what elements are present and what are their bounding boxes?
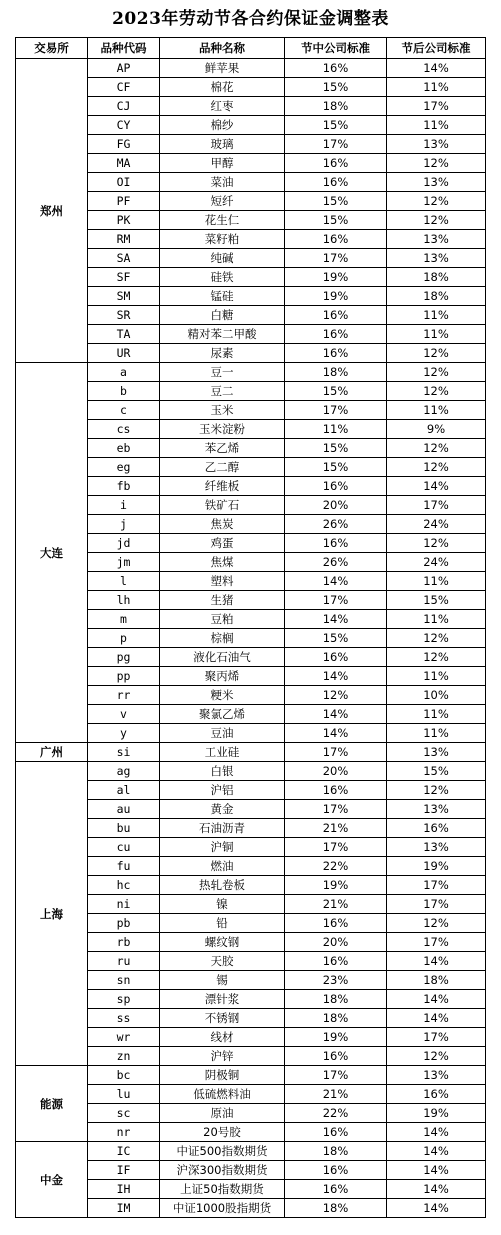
holiday-rate-cell: 14% [285,667,387,686]
table-row [16,743,486,762]
post-holiday-rate-cell: 11% [387,667,486,686]
post-holiday-rate-cell: 14% [387,952,486,971]
holiday-rate-cell: 15% [285,458,387,477]
holiday-rate-cell: 16% [285,325,387,344]
post-holiday-rate-cell: 17% [387,895,486,914]
post-holiday-rate-cell: 12% [387,154,486,173]
code-cell: zn [88,1047,160,1066]
code-cell: b [88,382,160,401]
post-holiday-rate-cell: 15% [387,762,486,781]
holiday-rate-cell: 22% [285,1104,387,1123]
post-holiday-rate-cell: 12% [387,458,486,477]
name-cell: 甲醇 [160,154,285,173]
holiday-rate-cell: 16% [285,781,387,800]
name-cell: 鲜苹果 [160,59,285,78]
holiday-rate-cell: 15% [285,116,387,135]
post-holiday-rate-cell: 14% [387,1199,486,1218]
code-cell: lu [88,1085,160,1104]
post-holiday-rate-cell: 12% [387,629,486,648]
name-cell: 沪铜 [160,838,285,857]
name-cell: 焦煤 [160,553,285,572]
holiday-rate-cell: 22% [285,857,387,876]
name-cell: 线材 [160,1028,285,1047]
post-holiday-rate-cell: 19% [387,1104,486,1123]
name-cell: 铁矿石 [160,496,285,515]
post-holiday-rate-cell: 14% [387,477,486,496]
holiday-rate-cell: 16% [285,1161,387,1180]
code-cell: eb [88,439,160,458]
code-cell: rr [88,686,160,705]
holiday-rate-cell: 16% [285,534,387,553]
post-holiday-rate-cell: 13% [387,249,486,268]
holiday-rate-cell: 15% [285,192,387,211]
post-holiday-rate-cell: 12% [387,781,486,800]
holiday-rate-cell: 14% [285,705,387,724]
holiday-rate-cell: 17% [285,1066,387,1085]
exchange-cell: 大连 [16,363,88,743]
post-holiday-rate-cell: 19% [387,857,486,876]
post-holiday-rate-cell: 11% [387,401,486,420]
post-holiday-rate-cell: 16% [387,1085,486,1104]
header-name: 品种名称 [160,38,285,59]
post-holiday-rate-cell: 13% [387,173,486,192]
table-row [16,1066,486,1085]
code-cell: TA [88,325,160,344]
post-holiday-rate-cell: 12% [387,363,486,382]
name-cell: 硅铁 [160,268,285,287]
post-holiday-rate-cell: 14% [387,1009,486,1028]
code-cell: eg [88,458,160,477]
code-cell: v [88,705,160,724]
holiday-rate-cell: 16% [285,648,387,667]
holiday-rate-cell: 21% [285,819,387,838]
post-holiday-rate-cell: 18% [387,287,486,306]
name-cell: 螺纹钢 [160,933,285,952]
post-holiday-rate-cell: 14% [387,1123,486,1142]
code-cell: i [88,496,160,515]
code-cell: pp [88,667,160,686]
code-cell: fu [88,857,160,876]
holiday-rate-cell: 21% [285,895,387,914]
name-cell: 豆油 [160,724,285,743]
code-cell: SR [88,306,160,325]
name-cell: 中证1000股指期货 [160,1199,285,1218]
post-holiday-rate-cell: 11% [387,325,486,344]
holiday-rate-cell: 15% [285,629,387,648]
name-cell: 豆粕 [160,610,285,629]
name-cell: 漂针浆 [160,990,285,1009]
code-cell: ni [88,895,160,914]
name-cell: 沪深300指数期货 [160,1161,285,1180]
name-cell: 玉米 [160,401,285,420]
name-cell: 锡 [160,971,285,990]
post-holiday-rate-cell: 9% [387,420,486,439]
holiday-rate-cell: 15% [285,211,387,230]
name-cell: 天胶 [160,952,285,971]
holiday-rate-cell: 11% [285,420,387,439]
holiday-rate-cell: 21% [285,1085,387,1104]
holiday-rate-cell: 17% [285,743,387,762]
code-cell: bu [88,819,160,838]
holiday-rate-cell: 18% [285,1142,387,1161]
name-cell: 短纤 [160,192,285,211]
name-cell: 棕榈 [160,629,285,648]
code-cell: jd [88,534,160,553]
name-cell: 白银 [160,762,285,781]
margin-table [15,37,486,1218]
code-cell: cu [88,838,160,857]
code-cell: ag [88,762,160,781]
code-cell: IC [88,1142,160,1161]
code-cell: sn [88,971,160,990]
exchange-cell: 郑州 [16,59,88,363]
holiday-rate-cell: 26% [285,515,387,534]
name-cell: 花生仁 [160,211,285,230]
post-holiday-rate-cell: 13% [387,135,486,154]
holiday-rate-cell: 15% [285,382,387,401]
header-post-holiday-standard: 节后公司标准 [387,38,486,59]
post-holiday-rate-cell: 11% [387,705,486,724]
code-cell: pb [88,914,160,933]
post-holiday-rate-cell: 12% [387,344,486,363]
holiday-rate-cell: 15% [285,439,387,458]
code-cell: al [88,781,160,800]
header-row [16,38,486,59]
post-holiday-rate-cell: 18% [387,971,486,990]
code-cell: FG [88,135,160,154]
code-cell: PK [88,211,160,230]
holiday-rate-cell: 18% [285,363,387,382]
name-cell: 豆二 [160,382,285,401]
name-cell: 菜油 [160,173,285,192]
post-holiday-rate-cell: 14% [387,1161,486,1180]
holiday-rate-cell: 15% [285,78,387,97]
post-holiday-rate-cell: 14% [387,1142,486,1161]
name-cell: 乙二醇 [160,458,285,477]
holiday-rate-cell: 16% [285,952,387,971]
name-cell: 白糖 [160,306,285,325]
post-holiday-rate-cell: 11% [387,572,486,591]
table-row [16,363,486,382]
post-holiday-rate-cell: 11% [387,610,486,629]
holiday-rate-cell: 19% [285,876,387,895]
name-cell: 红枣 [160,97,285,116]
name-cell: 沪锌 [160,1047,285,1066]
name-cell: 沪铝 [160,781,285,800]
name-cell: 菜籽粕 [160,230,285,249]
name-cell: 玻璃 [160,135,285,154]
code-cell: fb [88,477,160,496]
holiday-rate-cell: 20% [285,496,387,515]
holiday-rate-cell: 26% [285,553,387,572]
holiday-rate-cell: 19% [285,268,387,287]
code-cell: OI [88,173,160,192]
post-holiday-rate-cell: 11% [387,78,486,97]
holiday-rate-cell: 14% [285,610,387,629]
code-cell: sp [88,990,160,1009]
holiday-rate-cell: 16% [285,59,387,78]
code-cell: RM [88,230,160,249]
name-cell: 锰硅 [160,287,285,306]
code-cell: PF [88,192,160,211]
holiday-rate-cell: 16% [285,230,387,249]
code-cell: jm [88,553,160,572]
name-cell: 棉纱 [160,116,285,135]
post-holiday-rate-cell: 12% [387,534,486,553]
holiday-rate-cell: 17% [285,135,387,154]
code-cell: UR [88,344,160,363]
name-cell: 工业硅 [160,743,285,762]
name-cell: 不锈钢 [160,1009,285,1028]
post-holiday-rate-cell: 18% [387,268,486,287]
name-cell: 铅 [160,914,285,933]
name-cell: 塑料 [160,572,285,591]
holiday-rate-cell: 14% [285,572,387,591]
holiday-rate-cell: 17% [285,249,387,268]
post-holiday-rate-cell: 12% [387,1047,486,1066]
holiday-rate-cell: 14% [285,724,387,743]
holiday-rate-cell: 23% [285,971,387,990]
post-holiday-rate-cell: 17% [387,1028,486,1047]
exchange-cell: 中金 [16,1142,88,1218]
post-holiday-rate-cell: 13% [387,800,486,819]
name-cell: 镍 [160,895,285,914]
code-cell: au [88,800,160,819]
holiday-rate-cell: 17% [285,591,387,610]
code-cell: IH [88,1180,160,1199]
holiday-rate-cell: 17% [285,800,387,819]
name-cell: 20号胶 [160,1123,285,1142]
holiday-rate-cell: 18% [285,990,387,1009]
holiday-rate-cell: 16% [285,914,387,933]
exchange-cell: 上海 [16,762,88,1066]
holiday-rate-cell: 17% [285,401,387,420]
name-cell: 聚丙烯 [160,667,285,686]
holiday-rate-cell: 18% [285,1199,387,1218]
holiday-rate-cell: 19% [285,1028,387,1047]
holiday-rate-cell: 16% [285,344,387,363]
code-cell: p [88,629,160,648]
name-cell: 尿素 [160,344,285,363]
header-code: 品种代码 [88,38,160,59]
code-cell: nr [88,1123,160,1142]
post-holiday-rate-cell: 11% [387,116,486,135]
name-cell: 鸡蛋 [160,534,285,553]
name-cell: 苯乙烯 [160,439,285,458]
code-cell: IM [88,1199,160,1218]
holiday-rate-cell: 19% [285,287,387,306]
holiday-rate-cell: 18% [285,1009,387,1028]
holiday-rate-cell: 20% [285,762,387,781]
post-holiday-rate-cell: 13% [387,230,486,249]
name-cell: 原油 [160,1104,285,1123]
post-holiday-rate-cell: 17% [387,496,486,515]
table-body [16,59,486,1218]
post-holiday-rate-cell: 13% [387,838,486,857]
code-cell: hc [88,876,160,895]
name-cell: 低硫燃料油 [160,1085,285,1104]
code-cell: MA [88,154,160,173]
holiday-rate-cell: 17% [285,838,387,857]
holiday-rate-cell: 16% [285,477,387,496]
name-cell: 液化石油气 [160,648,285,667]
code-cell: j [88,515,160,534]
holiday-rate-cell: 20% [285,933,387,952]
code-cell: c [88,401,160,420]
post-holiday-rate-cell: 12% [387,648,486,667]
code-cell: pg [88,648,160,667]
table-row [16,762,486,781]
holiday-rate-cell: 18% [285,97,387,116]
name-cell: 热轧卷板 [160,876,285,895]
name-cell: 纤维板 [160,477,285,496]
post-holiday-rate-cell: 13% [387,1066,486,1085]
holiday-rate-cell: 12% [285,686,387,705]
post-holiday-rate-cell: 24% [387,515,486,534]
post-holiday-rate-cell: 12% [387,914,486,933]
post-holiday-rate-cell: 12% [387,382,486,401]
name-cell: 纯碱 [160,249,285,268]
code-cell: CJ [88,97,160,116]
code-cell: rb [88,933,160,952]
post-holiday-rate-cell: 13% [387,743,486,762]
page-title: 2023年劳动节各合约保证金调整表 [112,9,389,29]
post-holiday-rate-cell: 10% [387,686,486,705]
exchange-cell: 广州 [16,743,88,762]
post-holiday-rate-cell: 14% [387,990,486,1009]
code-cell: bc [88,1066,160,1085]
post-holiday-rate-cell: 11% [387,724,486,743]
post-holiday-rate-cell: 17% [387,97,486,116]
holiday-rate-cell: 16% [285,1047,387,1066]
name-cell: 黄金 [160,800,285,819]
post-holiday-rate-cell: 14% [387,1180,486,1199]
post-holiday-rate-cell: 17% [387,933,486,952]
holiday-rate-cell: 16% [285,1123,387,1142]
header-exchange: 交易所 [16,38,88,59]
code-cell: SA [88,249,160,268]
post-holiday-rate-cell: 14% [387,59,486,78]
holiday-rate-cell: 16% [285,154,387,173]
name-cell: 精对苯二甲酸 [160,325,285,344]
name-cell: 阴极铜 [160,1066,285,1085]
table-row [16,1142,486,1161]
code-cell: lh [88,591,160,610]
holiday-rate-cell: 16% [285,173,387,192]
table-row [16,59,486,78]
code-cell: wr [88,1028,160,1047]
name-cell: 生猪 [160,591,285,610]
code-cell: ss [88,1009,160,1028]
exchange-cell: 能源 [16,1066,88,1142]
code-cell: sc [88,1104,160,1123]
post-holiday-rate-cell: 12% [387,192,486,211]
post-holiday-rate-cell: 12% [387,211,486,230]
name-cell: 上证50指数期货 [160,1180,285,1199]
name-cell: 聚氯乙烯 [160,705,285,724]
name-cell: 中证500指数期货 [160,1142,285,1161]
holiday-rate-cell: 16% [285,306,387,325]
code-cell: y [88,724,160,743]
post-holiday-rate-cell: 24% [387,553,486,572]
code-cell: CY [88,116,160,135]
post-holiday-rate-cell: 17% [387,876,486,895]
post-holiday-rate-cell: 15% [387,591,486,610]
name-cell: 燃油 [160,857,285,876]
name-cell: 粳米 [160,686,285,705]
name-cell: 豆一 [160,363,285,382]
name-cell: 石油沥青 [160,819,285,838]
code-cell: IF [88,1161,160,1180]
code-cell: CF [88,78,160,97]
code-cell: a [88,363,160,382]
post-holiday-rate-cell: 11% [387,306,486,325]
holiday-rate-cell: 16% [285,1180,387,1199]
name-cell: 棉花 [160,78,285,97]
code-cell: si [88,743,160,762]
code-cell: cs [88,420,160,439]
code-cell: SM [88,287,160,306]
post-holiday-rate-cell: 16% [387,819,486,838]
name-cell: 焦炭 [160,515,285,534]
code-cell: m [88,610,160,629]
code-cell: l [88,572,160,591]
code-cell: SF [88,268,160,287]
header-holiday-standard: 节中公司标准 [285,38,387,59]
code-cell: AP [88,59,160,78]
code-cell: ru [88,952,160,971]
post-holiday-rate-cell: 12% [387,439,486,458]
name-cell: 玉米淀粉 [160,420,285,439]
